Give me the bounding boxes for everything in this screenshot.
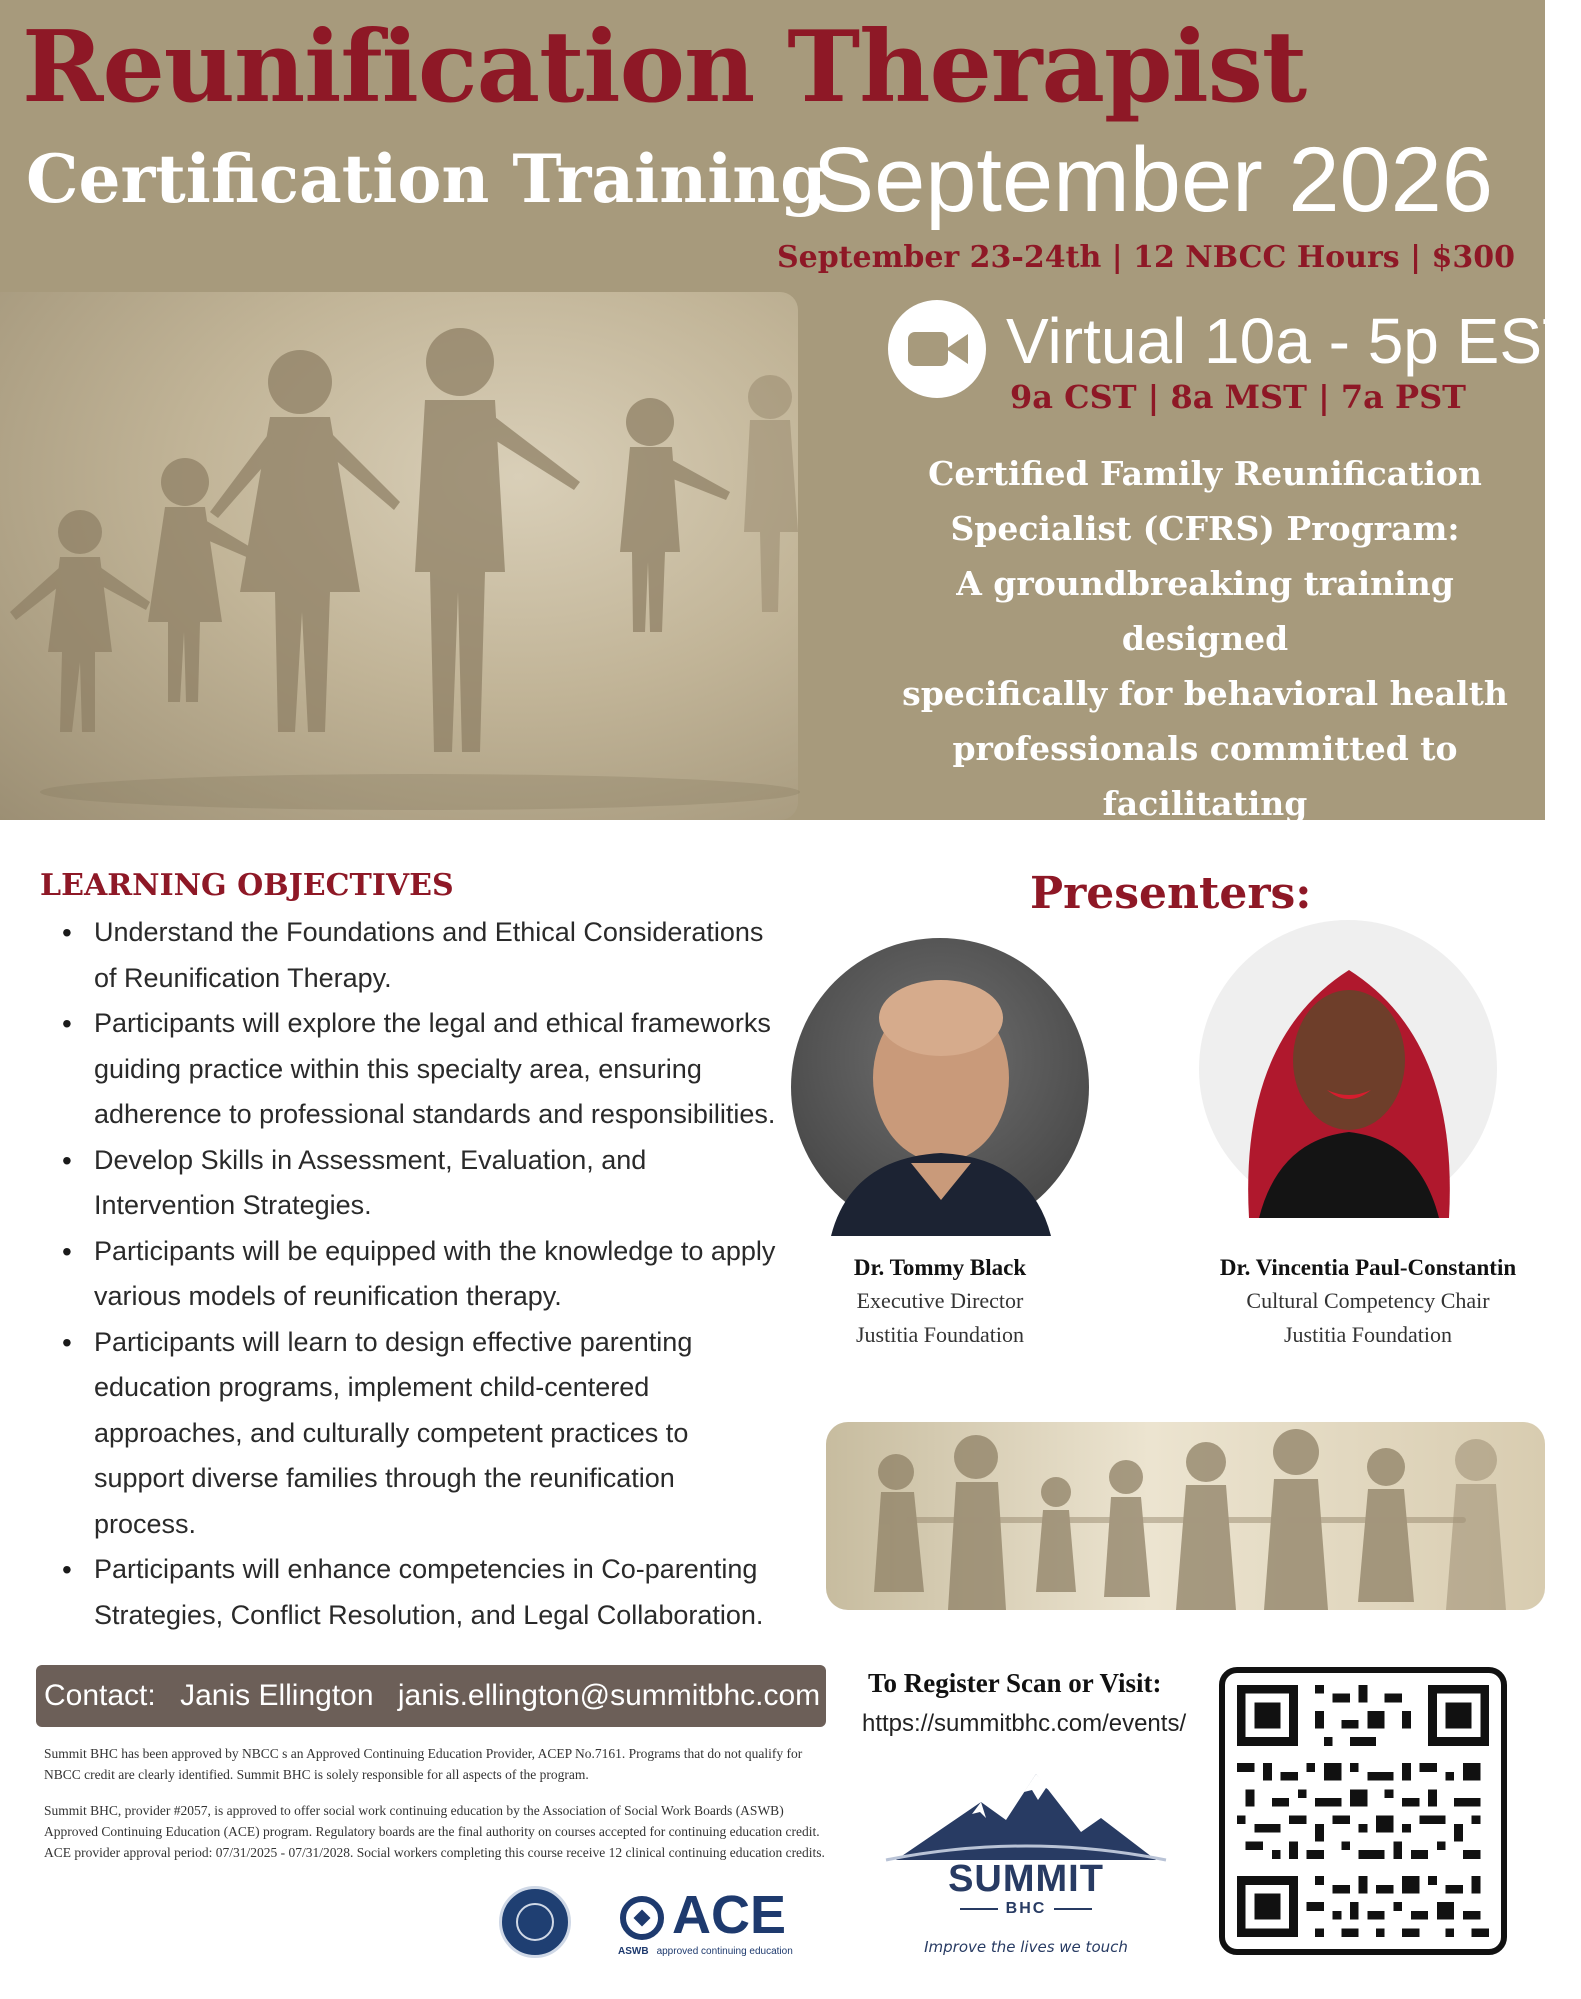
learning-objectives-list (60, 910, 780, 1638)
objective-item: • Participants will learn to design effective parenting education programs, implement child-centered approaches, and culturally competent practices to support diverse families through the reunification process. (60, 1320, 780, 1548)
program-line: Specialist (CFRS) Program: (950, 509, 1460, 548)
objective-item: • Develop Skills in Assessment, Evaluation, and Intervention Strategies. (60, 1138, 780, 1229)
learning-objectives-heading: LEARNING OBJECTIVES (40, 868, 454, 903)
paper-family-photo-small (826, 1422, 1545, 1610)
register-link[interactable]: https://summitbhc.com/events/ (862, 1710, 1187, 1737)
presenters-heading: Presenters: (1030, 868, 1312, 919)
presenter-name: Dr. Tommy Black (853, 1255, 1027, 1280)
contact-label: Contact: (44, 1679, 156, 1712)
ace-logo (616, 1885, 796, 1960)
virtual-time: Virtual 10a - 5p EST (1006, 305, 1581, 377)
paper-family-photo (0, 292, 798, 820)
program-line: A groundbreaking training designed (956, 564, 1454, 658)
register-heading: To Register Scan or Visit: (868, 1668, 1162, 1698)
presenter-photo-vincentia-paul-constantin (1199, 920, 1497, 1218)
presenter-photo-tommy-black (791, 938, 1089, 1236)
ace-logo-caption: ASWB approved continuing education (618, 1946, 793, 1957)
contact-email[interactable]: janis.ellington@summitbhc.com (397, 1679, 821, 1712)
summit-logo-tagline: Improve the lives we touch (924, 1938, 1128, 1956)
qr-code-icon (1237, 1685, 1489, 1937)
presenter-role: Executive Director (856, 1288, 1024, 1313)
page-title: Reunification Therapist (22, 10, 1307, 125)
program-line: family reunification. (1017, 839, 1393, 878)
presenter-org: Justitia Foundation (855, 1322, 1025, 1347)
contact-name: Janis Ellington (180, 1679, 374, 1712)
aswb-accreditation-text: Summit BHC, provider #2057, is approved to offer social work continuing education by the Association of Social Work Boards (ASWB) Approved Continuing Education (ACE) program. Regulatory boards are the final authority on courses accepted for continuing education credit. ACE provider approval period: 07/31/2025 - 07/31/2028. Social workers completing this course receive 12 clinical continuing education credits. (44, 1803, 825, 1860)
timezones-line: 9a CST | 8a MST | 7a PST (1010, 378, 1466, 416)
event-details-line: September 23-24th | 12 NBCC Hours | $300 (776, 240, 1515, 275)
summit-bhc-logo (886, 1762, 1166, 1962)
contact-bar (36, 1665, 826, 1727)
program-line: Certified Family Reunification (928, 454, 1482, 493)
video-camera-icon (888, 300, 986, 398)
nbcc-seal-logo (499, 1886, 571, 1958)
header-banner (0, 0, 1581, 878)
program-line: specifically for behavioral health (902, 674, 1508, 713)
ace-logo-text: ACE (672, 1885, 787, 1945)
paper-family-silhouettes (0, 292, 798, 820)
summit-logo-sub: BHC (886, 1900, 1166, 1918)
nbcc-accreditation-text: Summit BHC has been approved by NBCC s an Approved Continuing Education Provider, ACEP No.7161. Programs that do not qualify for NBCC credit are clearly identified. Summit BHC is solely responsible for all aspects of the program. (44, 1746, 803, 1782)
objective-item: • Understand the Foundations and Ethical Considerations of Reunification Therapy. (60, 910, 780, 1001)
ace-mark-icon (620, 1896, 664, 1940)
page-subtitle: Certification Training (26, 140, 827, 218)
program-description (880, 446, 1530, 886)
presenter-role: Cultural Competency Chair (1246, 1288, 1490, 1313)
objective-item: • Participants will be equipped with the knowledge to apply various models of reunification therapy. (60, 1229, 780, 1320)
objective-item: • Participants will enhance competencies in Co-parenting Strategies, Conflict Resolution, and Legal Collaboration. (60, 1547, 780, 1638)
program-line: professionals committed to facilitating (952, 729, 1458, 823)
presenter-org: Justitia Foundation (1283, 1322, 1453, 1347)
paper-family-silhouettes (826, 1422, 1545, 1610)
objective-item: • Participants will explore the legal and ethical frameworks guiding practice within this specialty area, ensuring adherence to professional standards and responsibilities. (60, 1001, 780, 1138)
registration-qr-code[interactable] (1219, 1667, 1507, 1955)
mountain-icon (886, 1762, 1166, 1862)
presenter-name: Dr. Vincentia Paul-Constantin (1219, 1255, 1517, 1280)
summit-logo-name: SUMMIT (948, 1858, 1104, 1900)
event-month: September 2026 (812, 129, 1493, 231)
